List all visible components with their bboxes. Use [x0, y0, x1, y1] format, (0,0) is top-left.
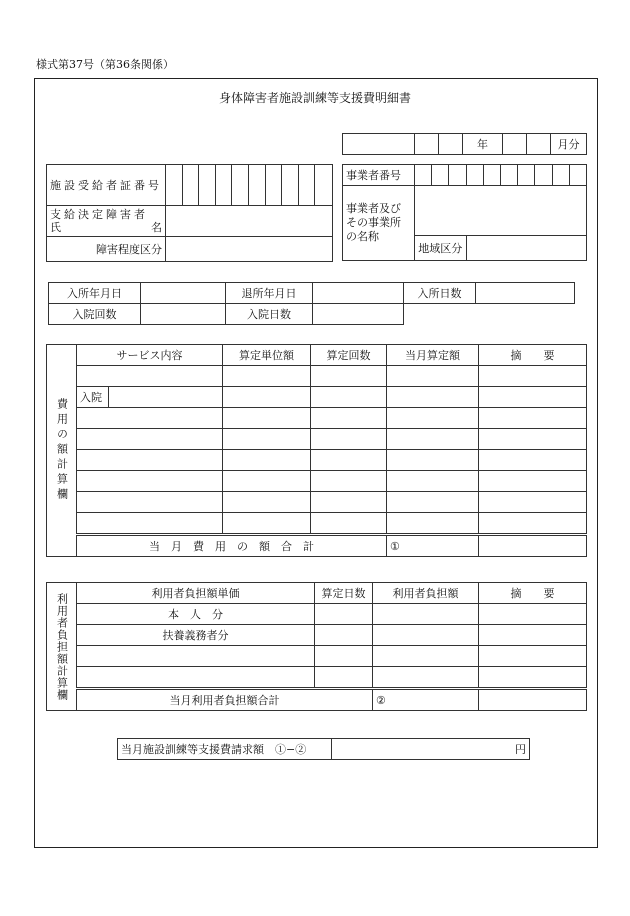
recipient-digit[interactable] [166, 165, 183, 206]
cost-cell[interactable] [77, 450, 223, 471]
cost-header-unit: 算定単位額 [223, 345, 311, 366]
cost-cell[interactable] [479, 387, 587, 408]
cost-cell[interactable] [479, 429, 587, 450]
burden-total-mark: ② [373, 689, 479, 711]
decision-person-name-field[interactable] [166, 206, 333, 237]
burden-header-note: 摘 要 [479, 583, 587, 604]
burden-cell[interactable] [373, 625, 479, 646]
disability-degree-label: 障害程度区分 [47, 237, 166, 262]
cost-cell[interactable] [387, 450, 479, 471]
burden-header-days: 算定日数 [315, 583, 373, 604]
recipient-table [46, 164, 333, 262]
burden-cell[interactable] [315, 625, 373, 646]
cost-table [46, 344, 587, 557]
region-label: 地域区分 [415, 235, 467, 260]
year-digit-1[interactable] [415, 134, 439, 155]
burden-dependent-label: 扶養義務者分 [77, 625, 315, 646]
cost-header-count: 算定回数 [311, 345, 387, 366]
recipient-digit[interactable] [248, 165, 265, 206]
cost-cell[interactable] [77, 429, 223, 450]
recipient-digit[interactable] [199, 165, 216, 206]
cost-cell[interactable] [387, 408, 479, 429]
cost-cell[interactable] [311, 492, 387, 513]
cost-cell[interactable] [387, 492, 479, 513]
cost-cell[interactable] [387, 513, 479, 535]
burden-total-note[interactable] [479, 689, 587, 711]
recipient-no-label: 施設受給者証番号 [47, 165, 166, 206]
provider-table [342, 164, 587, 261]
cost-cell[interactable] [223, 387, 311, 408]
cost-total-label: 当 月 費 用 の 額 合 計 [77, 535, 387, 557]
claim-amount-field[interactable] [332, 739, 530, 760]
cost-total-mark: ① [387, 535, 479, 557]
provider-digit[interactable] [535, 165, 552, 186]
cost-cell[interactable] [77, 513, 223, 535]
cost-cell[interactable] [77, 366, 223, 387]
provider-digit[interactable] [518, 165, 535, 186]
cost-cell[interactable] [479, 450, 587, 471]
provider-name-text: 事業者及びその事業所の名称 [346, 202, 401, 243]
blank [476, 304, 575, 325]
provider-digit[interactable] [552, 165, 569, 186]
claim-unit: 円 [515, 743, 526, 756]
burden-cell[interactable] [373, 646, 479, 667]
admit-days-label: 入所日数 [404, 283, 476, 304]
year-digit-2[interactable] [439, 134, 463, 155]
cost-cell[interactable] [311, 471, 387, 492]
date-era-cell[interactable] [343, 134, 415, 155]
admission-table [48, 282, 575, 325]
provider-digit[interactable] [483, 165, 500, 186]
cost-cell[interactable] [311, 387, 387, 408]
provider-digit[interactable] [415, 165, 432, 186]
burden-cell[interactable] [315, 667, 373, 689]
decision-person-label [47, 206, 166, 237]
provider-digit[interactable] [466, 165, 483, 186]
burden-cell[interactable] [77, 646, 315, 667]
cost-cell[interactable] [223, 471, 311, 492]
provider-digit[interactable] [432, 165, 449, 186]
hosp-days-field[interactable] [313, 304, 404, 325]
month-digit-2[interactable] [527, 134, 551, 155]
cost-cell[interactable] [77, 408, 223, 429]
burden-cell[interactable] [479, 646, 587, 667]
cost-cell[interactable] [479, 366, 587, 387]
month-label: 月分 [551, 134, 587, 155]
form-number: 様式第37号（第36条関係） [36, 58, 174, 71]
decision-person-line2a: 氏 [50, 221, 61, 234]
cost-cell[interactable] [387, 471, 479, 492]
provider-digit[interactable] [500, 165, 517, 186]
disability-degree-field[interactable] [166, 237, 333, 262]
burden-cell[interactable] [373, 604, 479, 625]
burden-cell[interactable] [479, 604, 587, 625]
cost-cell[interactable] [223, 513, 311, 535]
admit-date-label: 入所年月日 [49, 283, 141, 304]
cost-cell[interactable] [109, 387, 223, 408]
burden-cell[interactable] [373, 667, 479, 689]
hospital-label: 入院 [77, 387, 109, 408]
recipient-digit[interactable] [182, 165, 199, 206]
burden-cell[interactable] [315, 604, 373, 625]
recipient-digit[interactable] [282, 165, 299, 206]
cost-cell[interactable] [311, 513, 387, 535]
provider-digit[interactable] [569, 165, 586, 186]
provider-no-label: 事業者番号 [343, 165, 415, 186]
recipient-digit[interactable] [265, 165, 282, 206]
cost-cell[interactable] [77, 492, 223, 513]
cost-cell[interactable] [223, 429, 311, 450]
admit-days-field[interactable] [476, 283, 575, 304]
cost-cell[interactable] [479, 408, 587, 429]
claim-table [117, 738, 530, 760]
cost-cell[interactable] [311, 429, 387, 450]
recipient-digit[interactable] [215, 165, 232, 206]
region-field[interactable] [466, 235, 586, 260]
cost-cell[interactable] [387, 387, 479, 408]
burden-cell[interactable] [479, 667, 587, 689]
provider-name-label [343, 186, 415, 261]
cost-cell[interactable] [77, 471, 223, 492]
decision-person-line1: 支給決定障害者 [50, 208, 148, 221]
discharge-date-field[interactable] [313, 283, 404, 304]
cost-side-label: 費用の額計算欄 [47, 345, 77, 557]
hosp-days-label: 入院日数 [226, 304, 313, 325]
recipient-digit[interactable] [315, 165, 333, 206]
cost-cell[interactable] [311, 450, 387, 471]
admit-date-field[interactable] [141, 283, 226, 304]
form-title: 身体障害者施設訓練等支援費明細書 [218, 91, 411, 105]
claim-label: 当月施設訓練等支援費請求額 ①−② [118, 739, 332, 760]
cost-cell[interactable] [479, 471, 587, 492]
burden-header-unit: 利用者負担額単価 [77, 583, 315, 604]
cost-cell[interactable] [223, 450, 311, 471]
date-table [342, 133, 587, 155]
year-label: 年 [463, 134, 503, 155]
cost-total-note[interactable] [479, 535, 587, 557]
burden-header-amount: 利用者負担額 [373, 583, 479, 604]
hosp-count-field[interactable] [141, 304, 226, 325]
cost-cell[interactable] [387, 429, 479, 450]
burden-self-label: 本 人 分 [77, 604, 315, 625]
recipient-digit[interactable] [232, 165, 249, 206]
cost-cell[interactable] [311, 366, 387, 387]
cost-header-service: サービス内容 [77, 345, 223, 366]
cost-cell[interactable] [387, 366, 479, 387]
cost-cell[interactable] [223, 366, 311, 387]
provider-name-field[interactable] [415, 186, 587, 236]
burden-cell[interactable] [479, 625, 587, 646]
cost-cell[interactable] [223, 408, 311, 429]
blank [404, 304, 476, 325]
cost-cell[interactable] [311, 408, 387, 429]
discharge-date-label: 退所年月日 [226, 283, 313, 304]
burden-cell[interactable] [315, 646, 373, 667]
hosp-count-label: 入院回数 [49, 304, 141, 325]
cost-cell[interactable] [479, 513, 587, 535]
month-digit-1[interactable] [503, 134, 527, 155]
burden-table [46, 582, 587, 711]
burden-total-label: 当月利用者負担額合計 [77, 689, 373, 711]
cost-header-amount: 当月算定額 [387, 345, 479, 366]
cost-cell[interactable] [479, 492, 587, 513]
provider-digit[interactable] [449, 165, 466, 186]
cost-header-note: 摘 要 [479, 345, 587, 366]
burden-side-label: 利用者負担額計算欄 [47, 583, 77, 711]
burden-cell[interactable] [77, 667, 315, 689]
recipient-digit[interactable] [298, 165, 315, 206]
decision-person-line2b: 名 [151, 221, 162, 234]
cost-cell[interactable] [223, 492, 311, 513]
